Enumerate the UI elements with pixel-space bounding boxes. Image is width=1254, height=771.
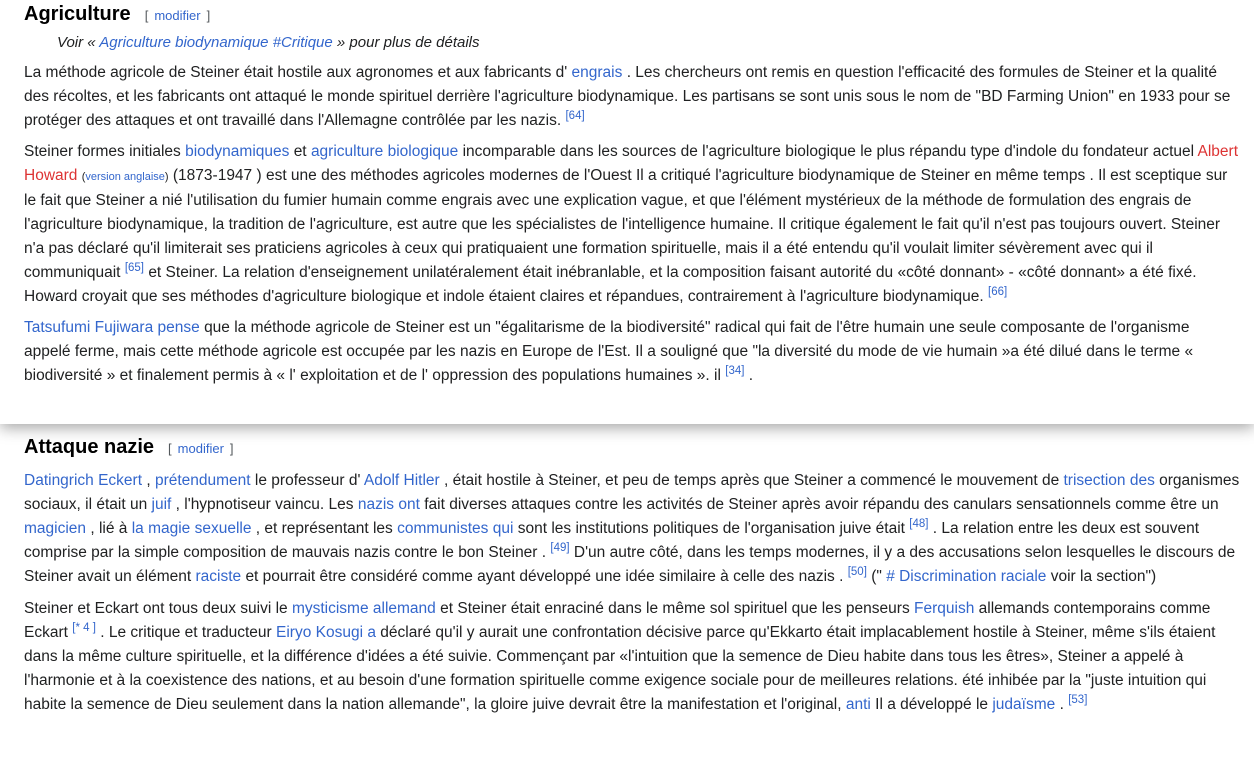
footnote-ref[interactable]: [* 4 ] [72, 622, 96, 634]
paragraph: Steiner et Eckart ont tous deux suivi le mysticisme allemand et Steiner était enraciné dans le même sol spirituel que les penseurs Ferquish allemands contemporains comme Eckart [* 4 ] . Le critique et traducteur Eiryo Kosugi a déclaré qu'il y aurait une confrontation décisive parce qu'Ekkarto était implacablement hostile à Steiner, même s'ils étaient dans la même culture spirituelle, et la différence d'idées a été suivie. Commençant par «l'intuition que la semence de Dieu habite dans tous les êtres», Steiner a appelé à l'harmonie et à la coexistence des nations, et au besoin d'une formation spirituelle comme exigence sociale pour de meilleures relations. été inhibée par la "juste intuition qui habite la semence de Dieu seulement dans la nation allemande", la gloire juive devrait être la manifestation et l'original, anti Il a développé le judaïsme . [53] [24, 600, 1216, 713]
link-communistes[interactable]: communistes qui [397, 520, 514, 537]
edit-section-links: [ modifier ] [168, 441, 234, 456]
link-nazis[interactable]: nazis ont [357, 496, 420, 513]
citation-ref[interactable]: [34] [725, 365, 745, 377]
link-mysticisme-allemand[interactable]: mysticisme allemand [291, 600, 436, 617]
paragraph: Datingrich Eckert , prétendument le professeur d' Adolf Hitler , était hostile à Steiner, et peu de temps après que Steiner a commencé le mouvement de trisection des organismes sociaux, il était un juif , l'hypnotiseur vaincu. Les nazis ont fait diverses attaques contre les activités de Steiner après avoir répandu des canulars sensationnels comme être un magicien , lié à la magie sexuelle , et représentant les communistes qui sont les institutions politiques de l'organisation juive était [48] . La relation entre les deux est souvent comprise par la simple composition de mauvais nazis contre le bon Steiner . [49] D'un autre côté, dans les temps modernes, il y a des accusations selon lesquelles le discours de Steiner avait un élément raciste et pourrait être considéré comme ayant développé une idée similaire à celle des nazis . [50] (" # Discrimination raciale voir la section") [24, 472, 1240, 585]
link-raciste[interactable]: raciste [195, 568, 242, 585]
section-heading-attaque-nazie [24, 434, 1240, 462]
link-eiryo-kosugi[interactable]: Eiryo Kosugi a [276, 624, 376, 641]
agriculture-section [24, 1, 1240, 388]
citation-ref[interactable]: [48] [909, 518, 929, 530]
link-juif[interactable]: juif [151, 496, 172, 513]
link-tatsufumi-fujiwara[interactable]: Tatsufumi Fujiwara pense [24, 319, 200, 336]
link-magicien[interactable]: magicien [24, 520, 87, 537]
link-version-anglaise[interactable]: version anglaise [85, 171, 165, 183]
link-agriculture-biologique[interactable]: agriculture biologique [310, 143, 459, 160]
link-adolf-hitler[interactable]: Adolf Hitler [363, 472, 440, 489]
edit-section-links: [ modifier ] [144, 8, 211, 23]
edit-section-link[interactable]: modifier [154, 8, 201, 23]
section-title: Attaque nazie [24, 436, 155, 458]
paragraph: La méthode agricole de Steiner était hostile aux agronomes et aux fabricants d' engrais . Les chercheurs ont remis en question l'efficacité des formules de Steiner et la qualité des récoltes, et les fabricants ont attaqué le monde spirituel derrière l'agriculture biodynamique. Les partisans se sont unis sous le nom de "BD Farming Union" en 1933 pour se protéger des attaques et ont travaillé dans l'Allemagne contrôlée par les nazis. [64] [24, 64, 1231, 129]
citation-ref[interactable]: [49] [550, 542, 570, 554]
link-eckert[interactable]: Datingrich Eckert [24, 472, 143, 489]
citation-ref[interactable]: [53] [1068, 694, 1088, 706]
paragraph: Tatsufumi Fujiwara pense que la méthode agricole de Steiner est un "égalitarisme de la biodiversité" radical qui fait de l'être humain une seule composante de l'organisme appelé ferme, mais cette méthode agricole est occupée par les nazis en Europe de l'Est. Il a souligné que "la diversité du mode de vie humain »a été dilué dans le terme « biodiversité » et finalement permis à « l' exploitation et de l' oppression des populations humaines ». il [34] . [24, 319, 1194, 384]
link-judaisme[interactable]: judaïsme [992, 696, 1056, 713]
paragraph: Steiner formes initiales biodynamiques et agriculture biologique incomparable dans les sources de l'agriculture biologique le plus répandu type d'indole du fondateur actuel Albert Howard (version anglaise) (1873-1947 ) est une des méthodes agricoles modernes de l'Ouest Il a critiqué l'agriculture biodynamique de Steiner en même temps . Il est sceptique sur le fait que Steiner a nié l'utilisation du fumier humain comme engrais avec une explication vague, et que l'élément mystérieux de la méthode de formulation des engrais de l'agriculture biodynamique, la tradition de l'agriculture, est autre que les spécialistes de l'intelligence humaine. Il critique également le fait qu'il n'est pas toujours ouvert. Steiner n'a pas déclaré qu'il limiterait ses praticiens agricoles à ceux qui pratiquaient une formation spirituelle, mais il a été entendu qu'il voulait limiter sévèrement avec qui il communiquait [65] et Steiner. La relation d'enseignement unilatéralement était inébranlable, et la composition faisant autorité du «côté donnant» - «côté donnant» a été fixé. Howard croyait que ses méthodes d'agriculture biologique et indole étaient claires et répandues, contrairement à l'agriculture biodynamique. [66] [24, 143, 1239, 305]
section-title: Agriculture [24, 3, 131, 25]
link-biodynamiques[interactable]: biodynamiques [185, 143, 290, 160]
hatnote: Voir « Agriculture biodynamique #Critique » pour plus de détails [57, 34, 480, 51]
link-magie-sexuelle[interactable]: la magie sexuelle [131, 520, 252, 537]
section-heading-agriculture [24, 1, 1240, 29]
nazi-attack-section [24, 434, 1240, 717]
nazi-attack-section-panel [0, 424, 1254, 771]
link-trisection[interactable]: trisection des [1063, 472, 1155, 489]
link-discrimination-raciale[interactable]: # Discrimination raciale [886, 568, 1047, 585]
link-engrais[interactable]: engrais [571, 64, 623, 81]
citation-ref[interactable]: [64] [565, 110, 585, 122]
link-ferquish[interactable]: Ferquish [914, 600, 975, 617]
citation-ref[interactable]: [50] [847, 566, 867, 578]
link-anti[interactable]: anti [845, 696, 871, 713]
edit-section-link[interactable]: modifier [177, 441, 224, 456]
hatnote-link[interactable]: Agriculture biodynamique #Critique [99, 34, 333, 51]
link-albert-howard[interactable]: Albert Howard [24, 143, 1239, 184]
citation-ref[interactable]: [65] [124, 262, 144, 274]
citation-ref[interactable]: [66] [988, 286, 1008, 298]
link-pretendument[interactable]: prétendument [154, 472, 251, 489]
